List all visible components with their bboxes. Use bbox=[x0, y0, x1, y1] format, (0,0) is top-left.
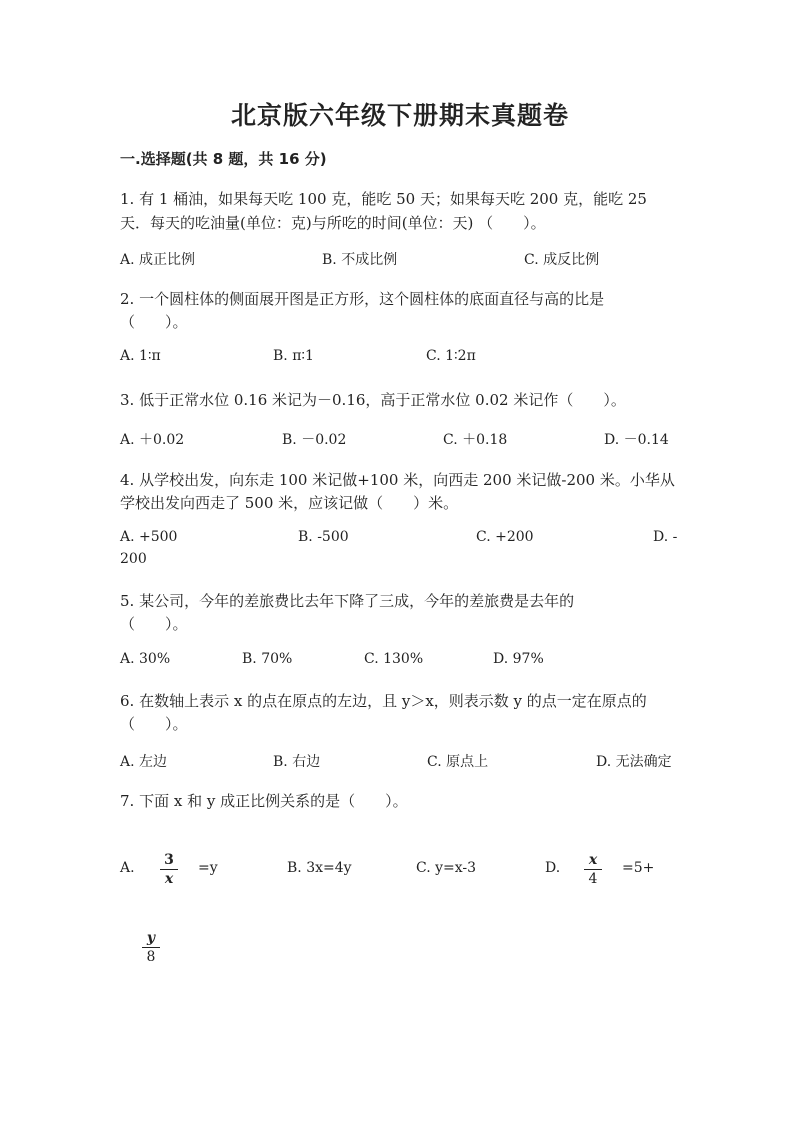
question-1-line1: 1. 有 1 桶油，如果每天吃 100 克，能吃 50 天；如果每天吃 200 克，能吃 25 bbox=[120, 190, 647, 208]
q3-option-b[interactable]: B. －0.02 bbox=[282, 432, 347, 448]
q6-option-b[interactable]: B. 右边 bbox=[273, 754, 321, 770]
q7-option-a-fraction bbox=[160, 852, 178, 887]
question-2-line1: 2. 一个圆柱体的侧面展开图是正方形，这个圆柱体的底面直径与高的比是 bbox=[120, 290, 605, 308]
q5-option-a[interactable]: A. 30% bbox=[120, 651, 171, 667]
fraction-denominator: x bbox=[164, 871, 174, 887]
q7-option-c[interactable]: C. y=x-3 bbox=[416, 860, 477, 876]
q3-option-c[interactable]: C. ＋0.18 bbox=[443, 432, 508, 448]
question-5-line2: （ ）。 bbox=[120, 615, 188, 633]
q4-option-d[interactable]: D. - bbox=[653, 529, 678, 545]
q2-option-c[interactable]: C. 1∶2π bbox=[426, 348, 476, 364]
fraction-bar bbox=[584, 869, 602, 870]
q2-option-b[interactable]: B. π∶1 bbox=[273, 348, 314, 364]
q7-option-d-wrap-fraction bbox=[142, 930, 160, 965]
fraction-bar bbox=[142, 947, 160, 948]
q6-option-a[interactable]: A. 左边 bbox=[120, 754, 168, 770]
q5-option-c[interactable]: C. 130% bbox=[364, 651, 424, 667]
q4-option-b[interactable]: B. -500 bbox=[298, 529, 349, 545]
q3-option-d[interactable]: D. －0.14 bbox=[604, 432, 669, 448]
question-3-line1: 3. 低于正常水位 0.16 米记为－0.16，高于正常水位 0.02 米记作（ ）。 bbox=[120, 391, 626, 409]
question-5-line1: 5. 某公司，今年的差旅费比去年下降了三成，今年的差旅费是去年的 bbox=[120, 592, 575, 610]
fraction-numerator: x bbox=[588, 852, 598, 868]
page-title: 北京版六年级下册期末真题卷 bbox=[230, 101, 569, 130]
q4-option-d-wrap: 200 bbox=[120, 551, 147, 567]
q7-option-d-fraction bbox=[584, 852, 602, 887]
fraction-denominator: 8 bbox=[146, 949, 156, 965]
fraction-numerator: y bbox=[146, 930, 156, 946]
fraction-denominator: 4 bbox=[588, 871, 598, 887]
q4-option-c[interactable]: C. +200 bbox=[476, 529, 534, 545]
question-7-line1: 7. 下面 x 和 y 成正比例关系的是（ ）。 bbox=[120, 792, 408, 810]
q5-option-d[interactable]: D. 97% bbox=[493, 651, 544, 667]
q3-option-a[interactable]: A. ＋0.02 bbox=[120, 432, 185, 448]
fraction-numerator: 3 bbox=[164, 852, 174, 868]
q7-option-d-suffix: =5+ bbox=[622, 860, 655, 876]
q2-option-a[interactable]: A. 1∶π bbox=[120, 348, 161, 364]
question-2-line2: （ ）。 bbox=[120, 313, 188, 331]
section-heading: 一.选择题(共 8 题，共 16 分) bbox=[120, 150, 327, 168]
q7-option-a[interactable]: A. bbox=[120, 860, 135, 876]
q1-option-a[interactable]: A. 成正比例 bbox=[120, 252, 196, 268]
q6-option-c[interactable]: C. 原点上 bbox=[427, 754, 489, 770]
q5-option-b[interactable]: B. 70% bbox=[242, 651, 293, 667]
q7-option-d[interactable]: D. bbox=[545, 860, 561, 876]
q7-option-a-suffix: =y bbox=[198, 860, 218, 876]
q1-option-c[interactable]: C. 成反比例 bbox=[524, 252, 600, 268]
question-6-line2: （ ）。 bbox=[120, 715, 188, 733]
q4-option-a[interactable]: A. +500 bbox=[120, 529, 178, 545]
fraction-bar bbox=[160, 869, 178, 870]
question-4-line1: 4. 从学校出发，向东走 100 米记做+100 米，向西走 200 米记做-200 米。小华从 bbox=[120, 471, 675, 489]
q6-option-d[interactable]: D. 无法确定 bbox=[596, 754, 672, 770]
q7-option-b[interactable]: B. 3x=4y bbox=[287, 860, 352, 876]
question-4-line2: 学校出发向西走了 500 米，应该记做（ ）米。 bbox=[120, 494, 459, 512]
question-1-line2: 天．每天的吃油量(单位：克)与所吃的时间(单位：天) （ ）。 bbox=[120, 214, 546, 232]
q1-option-b[interactable]: B. 不成比例 bbox=[322, 252, 398, 268]
question-6-line1: 6. 在数轴上表示 x 的点在原点的左边，且 y＞x，则表示数 y 的点一定在原点的 bbox=[120, 692, 647, 710]
